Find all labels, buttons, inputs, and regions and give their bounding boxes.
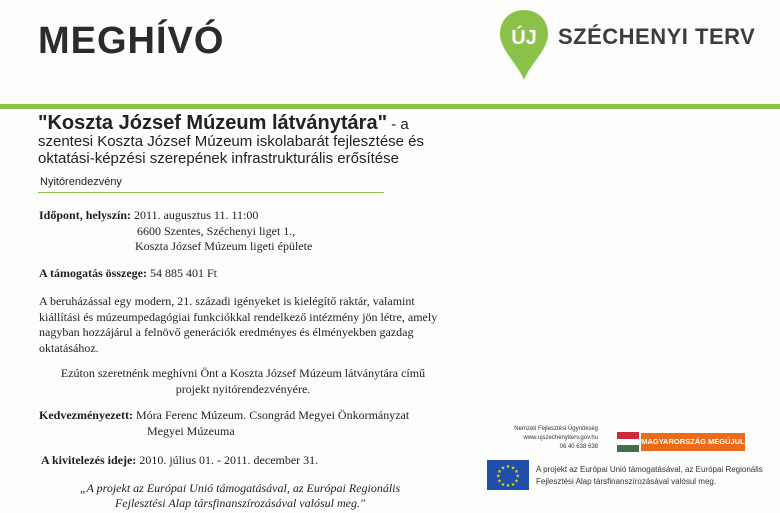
support-row <box>39 265 217 281</box>
svg-text:★: ★ <box>500 465 506 472</box>
svg-text:★: ★ <box>505 464 511 470</box>
address-line-2: Koszta József Múzeum ligeti épülete <box>135 239 313 253</box>
beneficiary-value-line-2: Megyei Múzeuma <box>147 424 235 438</box>
title-divider <box>38 192 384 193</box>
event-title <box>38 112 458 167</box>
address-line-1: 6600 Szentes, Széchenyi liget 1., <box>137 224 296 238</box>
when-row <box>39 207 258 223</box>
period-label: A kivitelezés ideje: <box>41 453 137 467</box>
svg-text:★: ★ <box>515 473 521 480</box>
logo-badge: ÚJ <box>511 27 537 49</box>
page-title: MEGHÍVÓ <box>38 20 225 62</box>
eu-flag-icon <box>487 460 529 490</box>
magyarorszag-megujul-banner: MAGYARORSZÁG MEGÚJUL <box>641 433 745 451</box>
event-title-main: "Koszta József Múzeum látványtára" <box>38 112 388 134</box>
svg-text:★: ★ <box>510 481 516 488</box>
eu-funding-text: A projekt az Európai Unió támogatásával, az Európai Regionális Fejlesztési Alap társfinanszírozásával valósul meg. <box>536 465 763 486</box>
logo-text: SZÉCHENYI TERV <box>558 24 756 49</box>
agency-phone: 06 40 638 638 <box>559 444 598 450</box>
agency-url: www.ujszechenyiterv.gov.hu <box>523 435 598 441</box>
svg-text:★: ★ <box>500 481 506 488</box>
beneficiary-label: Kedvezményezett: <box>39 408 133 422</box>
beneficiary-value: Móra Ferenc Múzeum. Csongrád Megyei Önkormányzat <box>135 408 410 422</box>
period-row <box>41 452 318 468</box>
when-label: Időpont, helyszín: <box>39 208 132 222</box>
footer-quote: „A projekt az Európai Unió támogatásával, az Európai Regionális Fejlesztési Alap társfinanszírozásával valósul meg." <box>79 481 401 510</box>
szechenyi-terv-logo-pin-icon <box>498 8 550 82</box>
invitation-paragraph: Ezúton szeretnénk meghívni Önt a Koszta József Múzeum látványtára című projekt nyitórendezvényére. <box>60 366 426 396</box>
when-value: 2011. augusztus 11. 11:00 <box>134 208 259 222</box>
period-value: 2010. július 01. - 2011. december 31. <box>139 453 319 467</box>
svg-text:★: ★ <box>505 483 511 490</box>
event-title-rest: - a szentesi Koszta József Múzeum iskolabarát fejlesztése és oktatási-képzési szerepének infrastrukturális erősítése <box>38 116 425 167</box>
header-divider <box>0 104 780 109</box>
svg-text:★: ★ <box>514 468 519 475</box>
svg-text:★: ★ <box>497 468 502 475</box>
agency-name: Nemzeti Fejlesztési Ügynökség <box>514 426 598 432</box>
event-type: Nyitórendezvény <box>40 176 122 188</box>
agency-block <box>470 425 598 452</box>
beneficiary-row <box>39 407 409 423</box>
support-value: 54 885 401 Ft <box>149 266 217 280</box>
hungarian-flag-icon <box>617 432 639 452</box>
svg-text:★: ★ <box>514 478 519 485</box>
support-label: A támogatás összege: <box>39 266 147 280</box>
description-paragraph: A beruházással egy modern, 21. századi igényeket is kielégítő raktár, valamint kiállítási és múzeumpedagógiai funkciókkal rendelkező intézmény jön létre, amely nagyban hozzájárul a felnövő generációk eredményes és élményekben gazdag oktatásához. <box>39 294 438 355</box>
svg-text:★: ★ <box>510 465 516 472</box>
svg-text:★: ★ <box>495 473 501 480</box>
svg-text:★: ★ <box>497 478 502 485</box>
